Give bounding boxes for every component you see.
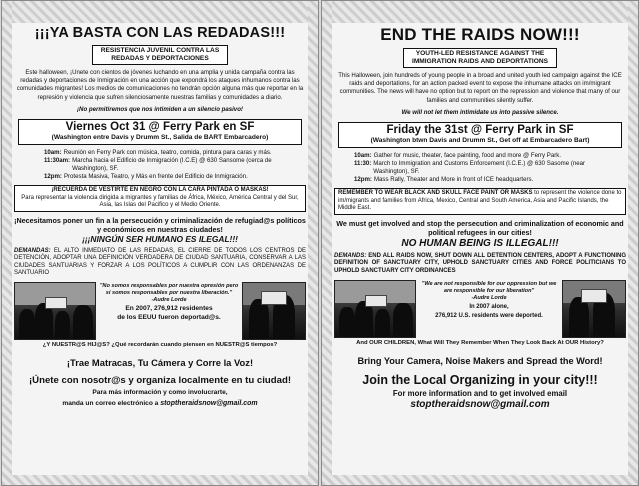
protest-photo <box>334 280 416 338</box>
dress-note-bold: ¡RECUERDA DE VESTIRTE EN NEGRO CON LA CARA PINTADA O MASKAS! <box>51 187 269 194</box>
schedule-item <box>44 149 298 157</box>
closing-line: Bring Your Camera, Noise Makers and Spread the Word! <box>357 355 603 366</box>
dress-note <box>14 185 306 212</box>
event-location: (Washington btwn Davis and Drumm St., Get off at Embarcadero Bart) <box>370 137 590 145</box>
quote-block <box>419 280 559 338</box>
demands <box>334 253 626 275</box>
schedule-text: March to Immigration and Customs Enforcement (I.C.E.) @ 630 Sasome (near Washington), SF. <box>373 160 586 176</box>
demands <box>14 248 306 278</box>
quote: "No somos responsables por nuestra opresión pero sí somos responsables por nuestra liberación." <box>99 283 239 297</box>
closing-line: ¡Trae Matracas, Tu Cámera y Corre la Voz! <box>66 357 254 369</box>
question: And OUR CHILDREN, What Will They Remember When They Look Back At OUR History? <box>356 340 604 347</box>
schedule-item <box>354 176 618 184</box>
schedule-text: Gather for music, theater, face painting, food and more @ Ferry Park. <box>373 152 562 160</box>
flyer-spanish <box>1 0 319 486</box>
contact-email: stoptheraidsnow@gmail.com <box>160 400 258 408</box>
dress-note-text: to represent the violence done to im/migrants and families from Africa, Mexico, Central and South America, Asia and Pacific Islands, the Middle East. <box>338 190 622 212</box>
schedule-item <box>354 152 618 160</box>
closing-info-text: manda un correo electrónico a <box>62 400 159 408</box>
schedule-item <box>354 160 618 176</box>
quote-author: -Audre Lorde <box>151 297 187 304</box>
demands-text: END ALL RAIDS NOW, SHUT DOWN ALL DETENTION CENTERS, ADOPT A FUNCTIONING DEFINITION OF SANCTUARY CITY, UPHOLD SANCTUARY CITIES AND FORCE POLITICIANS TO UPHOLD SANCTUARY CITY ORDINANCES <box>334 252 626 274</box>
closing-info <box>14 399 306 408</box>
flyer-content <box>334 23 626 475</box>
schedule-time: 11:30: <box>354 160 372 168</box>
protest-photo <box>242 282 306 340</box>
dress-note <box>334 188 626 215</box>
call-to-action: ¡Necesitamos poner un fin a la persecución y criminalización de refugiad@s políticos y económicos en nuestras ciudades! <box>14 215 306 234</box>
schedule-text: Reunión en Ferry Park con música, teatro, comida, pintura para caras y más. <box>63 149 272 157</box>
closing-headline: ¡Únete con nosotr@s y organiza localmente en tu ciudad! <box>28 375 292 387</box>
schedule <box>44 149 298 181</box>
stat-line: In 2007 alone, <box>469 304 509 311</box>
demands-label: DEMANDS: <box>334 252 367 259</box>
flyer-title: END THE RAIDS NOW!!! <box>380 25 580 44</box>
stat-line: de los EEUU fueron deportad@s. <box>117 314 221 322</box>
demands-text: EL ALTO INMEDIATO DE LAS REDADAS, EL CIERRE DE TODOS LOS CENTROS DE DETENCIÓN, ADOPTAR UNA DEFINICIÓN VERDADERA DE CIUDAD SANTUARIA, CONSERVAR A LAS CIUDADES SANTUARIAS Y FORZAR A LOS POLÍTICOS A CUMPLIR CON LAS ORDENANZAS DE SANTUARIO <box>14 247 306 277</box>
question: ¿Y NUESTR@S HIJ@S? ¿Qué recordarán cuando piensen en NUESTR@S tiempos? <box>42 342 278 349</box>
schedule-item <box>44 173 298 181</box>
slogan: ¡¡¡NINGÚN SER HUMANO ES ILEGAL!!! <box>82 233 238 244</box>
quote: "We are not responsible for our oppression but we are responsible for our liberation" <box>421 281 557 295</box>
contact-email: stoptheraidsnow@gmail.com <box>410 398 550 410</box>
dress-note-text: Para representar la violencia dirigida a migrantes y familias de África, México, América Central y del Sur, Asia, las Islas del Pacifico y el Medio Oriente. <box>21 194 299 209</box>
event-location: (Washington entre Davis y Drumm St., Salida de BART Embarcadero) <box>51 134 269 142</box>
slogan: NO HUMAN BEING IS ILLEGAL!!! <box>401 237 559 249</box>
intro-bold: We will not let them intimidate us into passive silence. <box>401 108 559 116</box>
flyer-content <box>14 23 306 475</box>
subtitle-line: YOUTH-LED RESISTANCE AGAINST THE <box>415 50 545 57</box>
flyer-title: ¡¡¡YA BASTA CON LAS REDADAS!!! <box>34 25 286 41</box>
schedule-text: Protesta Masiva, Teatro, y Más en frente del Edificio de Inmigración. <box>63 173 248 181</box>
schedule-time: 12pm: <box>44 173 62 181</box>
protest-photo <box>562 280 626 338</box>
schedule-item <box>44 157 298 173</box>
intro-bold: ¡No permitiremos que nos intimiden a un silencio pasivo! <box>77 105 243 113</box>
intro-text: This Halloween, join hundreds of young people in a broad and united youth led campaign against the ICE raids and deportations, for an action packed event to expose the inhumane attacks on im/migrant communities. The news will have no option but to report on the repression and violence that many of our families and communities silently suffer. <box>338 72 622 104</box>
quote-author: -Audre Lorde <box>471 295 507 302</box>
event-box <box>338 122 622 148</box>
closing-info: Para más información y como involucrarte, <box>92 389 228 397</box>
subtitle-box <box>92 45 228 65</box>
call-to-action: We must get involved and stop the persecution and criminalization of economic and political refugees in our cities! <box>336 218 624 237</box>
quote-block <box>99 282 239 340</box>
schedule-time: 10am: <box>354 152 372 160</box>
stat-line: 276,912 U.S. residents were deported. <box>435 313 543 320</box>
photo-row <box>334 280 626 338</box>
schedule-time: 12pm: <box>354 176 372 184</box>
demands-label: DEMANDAS: <box>14 247 51 254</box>
event-box <box>18 119 302 145</box>
dress-note-bold: REMEMBER TO WEAR BLACK AND SKULL FACE PAINT OR MASKS <box>338 190 533 197</box>
event-title: Friday the 31st @ Ferry Park in SF <box>386 124 574 137</box>
stat-line: En 2007, 276,912 residentes <box>125 305 213 313</box>
subtitle-line: REDADAS Y DEPORTACIONES <box>111 55 209 62</box>
schedule-text: Marcha hacia el Edificio de Inmigración (I.C.E) @ 630 Sansome (cerca de Washington), SF. <box>72 157 272 173</box>
intro-text: Este halloween, ¡Unete con cientos de jóvenes luchando en una amplia y unida campaña contra las redadas y deportaciones de Inmigración en una acción que expondrá los ataques inhumanos contra las comunidades migrantes! Los medios de comunicaciones no tendrán opción alguna más que reportar en la represión y violencia que sufren silenciosamente nuestras familias y comunidades a diario. <box>16 69 304 101</box>
photo-row <box>14 282 306 340</box>
subtitle-box <box>403 48 557 68</box>
schedule-time: 10am: <box>44 149 62 157</box>
subtitle-line: IMMIGRATION RAIDS AND DEPORTATIONS <box>411 58 549 65</box>
subtitle-line: RESISTENCIA JUVENIL CONTRA LAS <box>100 47 220 54</box>
event-title: Viernes Oct 31 @ Ferry Park en SF <box>65 121 255 134</box>
closing-info: For more information and to get involved email <box>392 388 568 398</box>
closing-headline: Join the Local Organizing in your city!!! <box>362 372 598 387</box>
schedule-text: Mass Rally, Theater and More in front of ICE headquarters. <box>373 176 534 184</box>
flyer-english <box>321 0 639 486</box>
protest-photo <box>14 282 96 340</box>
schedule <box>354 152 618 184</box>
schedule-time: 11:30am: <box>44 157 71 165</box>
